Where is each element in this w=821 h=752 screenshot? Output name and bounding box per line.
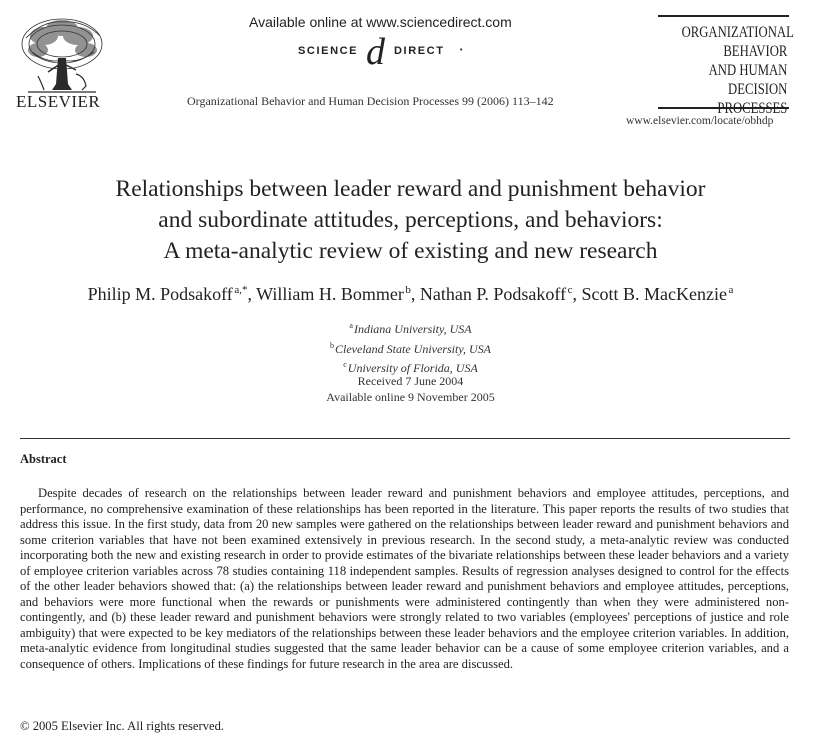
author-name: Scott B. MacKenzie (581, 284, 727, 304)
journal-box-line: AND HUMAN (708, 62, 788, 79)
article-dates (0, 374, 821, 405)
author-name: Nathan P. Podsakoff (419, 284, 567, 304)
author-affil-mark: c (567, 284, 573, 296)
sd-at-glyph: d (366, 31, 385, 73)
title-line: A meta-analytic review of existing and new research (163, 238, 658, 264)
journal-box-line: BEHAVIOR (723, 43, 788, 60)
affiliation-line (0, 338, 821, 358)
journal-box-line: ORGANIZATIONAL (681, 24, 794, 41)
title-line: and subordinate attitudes, perceptions, and behaviors: (158, 207, 663, 233)
received-date: Received 7 June 2004 (357, 374, 464, 388)
author-list: Philip M. Podsakoff $^{a,*}$, William H. Bommer $^b$, Nathan P. Podsakoff $^c$, Scott B. MacKenzie $^a$ (87, 284, 734, 304)
online-date: Available online 9 November 2005 (326, 389, 495, 404)
affiliation-mark: c (343, 360, 347, 369)
affiliation-text: Cleveland State University, USA (335, 341, 491, 356)
copyright-notice: © 2005 Elsevier Inc. All rights reserved. (20, 719, 225, 733)
affiliation-line (0, 318, 821, 338)
journal-citation: Organizational Behavior and Human Decision Processes 99 (2006) 113–142 (187, 94, 554, 108)
publisher-name: ELSEVIER (16, 92, 101, 111)
affiliation-text: Indiana University, USA (353, 322, 472, 336)
sd-left-word: SCIENCE (298, 45, 359, 57)
affiliation-text: University of Florida, USA (347, 361, 478, 375)
affiliation-mark: a (349, 321, 353, 330)
sd-bullet: • (460, 47, 465, 54)
author-name: William H. Bommer (256, 284, 404, 304)
available-online-text: Available online at www.sciencedirect.com (249, 14, 512, 30)
sciencedirect-logo (298, 31, 478, 73)
author-affil-mark: a,* (234, 284, 248, 296)
affiliation-mark: b (330, 340, 334, 350)
author-name: Philip M. Podsakoff (87, 284, 233, 304)
journal-url: www.elsevier.com/locate/obhdp (626, 115, 774, 127)
sd-right-word: DIRECT (394, 45, 445, 57)
journal-title-box (658, 15, 794, 117)
section-divider (20, 438, 790, 439)
title-line: Relationships between leader reward and punishment behavior (115, 176, 706, 202)
author-affil-mark: b (405, 284, 411, 296)
affiliations (0, 318, 821, 377)
abstract-body: Despite decades of research on the relationships between leader reward and punishment behaviors and employee attitudes, perceptions, and performance, no comprehensive examination of these relationships has been reported in the literature. This paper reports the results of two studies that address this issue. In the first study, data from 20 new samples were gathered on the relationships between leader reward and punishment behaviors and some criterion variables that have not been examined extensively in previous research. In the second study, a meta-analytic review was conducted incorporating both the new and existing research in order to provide estimates of the bivariate relationships between these leader behaviors and a variety of employee criterion variables across 78 studies containing 118 independent samples. Results of regression analyses designed to control for the effects of the other leader behaviors showed that: (a) the relationships between leader reward and punishment behaviors and employee attitudes, perceptions, and behaviors were more functional when the rewards or punishments were administered contingently than when they were administered non-contingently, and (b) these leader reward and punishment behaviors were strongly related to two variables (employees' perceptions of justice and role ambiguity) that were expected to be key mediators of the relationships between these leader behaviors and the employee criterion variables. In addition, meta-analytic evidence from longitudinal studies suggested that the same leader behavior can be a cause of some employee criterion variables, and a consequence of others. Implications of these findings for future research in the area are discussed. (20, 486, 789, 672)
author-affil-mark: a (728, 284, 734, 296)
journal-box-line: DECISION PROCESSES (717, 81, 788, 117)
abstract-heading: Abstract (20, 452, 67, 466)
article-title (0, 174, 821, 267)
